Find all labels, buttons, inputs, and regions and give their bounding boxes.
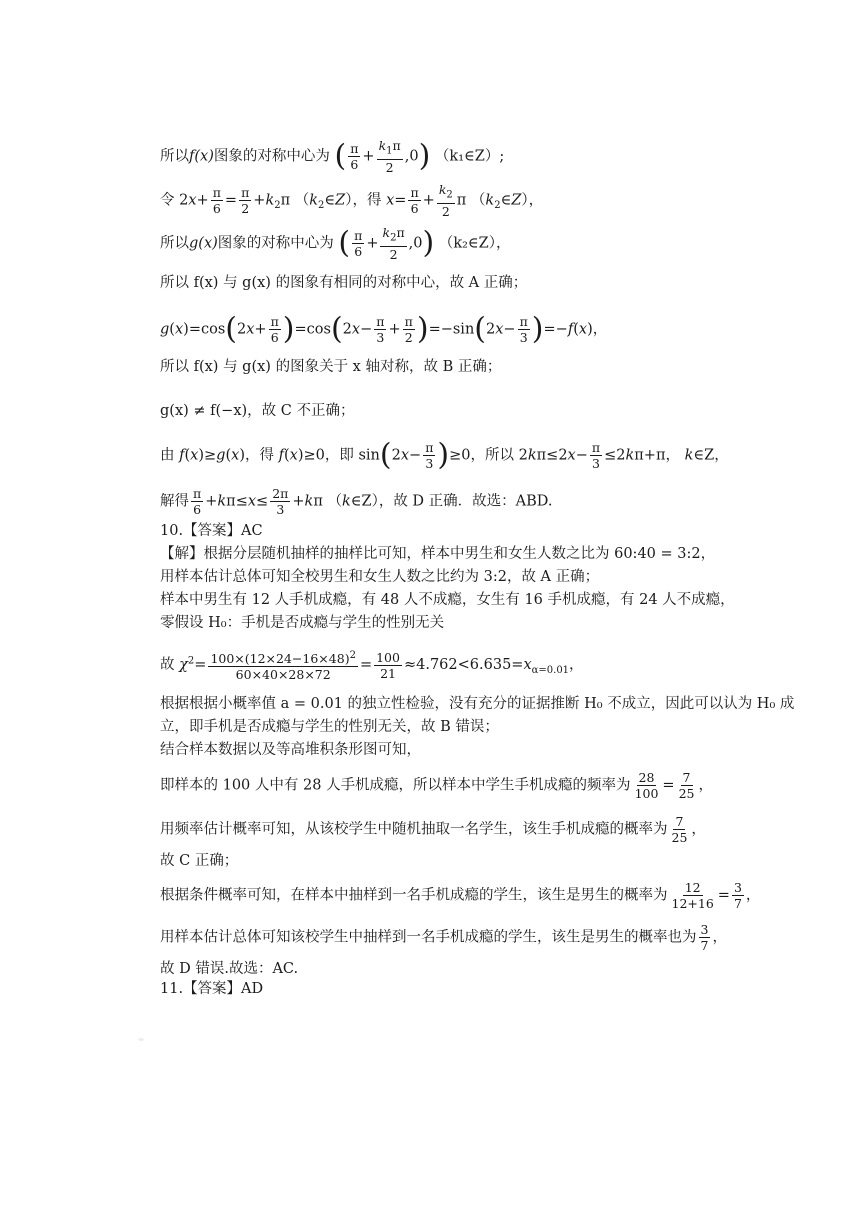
line-ratio: 【解】根据分层随机抽样的抽样比可知，样本中男生和女生人数之比为 60:40 = 3:2， xyxy=(160,546,716,562)
line-same-center: 所以 f(x) 与 g(x) 的图象有相同的对称中心，故 A 正确； xyxy=(160,275,528,291)
line-solution-range: 解得 $\frac{\pi}{6}$ +kπ≤x≤ $\frac{2\pi}{3}$ +kπ （k∈Z），故 D 正确．故选：ABD. xyxy=(160,486,553,517)
math-expr: g(x) xyxy=(189,235,218,252)
line-independence-test: 根据根据小概率值 a = 0.01 的独立性检验，没有充分的证据推断 H₀ 不成立，因此可以认为 H₀ 成 xyxy=(160,696,795,712)
line-estimate-ratio: 用样本估计总体可知全校男生和女生人数之比约为 3:2，故 A 正确； xyxy=(160,569,600,585)
line-estimate-male: 用样本估计总体可知该校学生中抽样到一名手机成瘾的学生，该生是男生的概率也为 $\frac{3}{7}$ ， xyxy=(160,922,727,953)
line-not-even: g(x) ≠ f(−x)，故 C 不正确； xyxy=(160,403,355,419)
line-symmetry-center-f: 所以f(x)图象的对称中心为 ( $\frac{\pi}{6}$ + $\frac{k_1\pi}{2}$ ,0) （k₁∈Z）; xyxy=(160,138,505,175)
line-inequality: 由 f(x)≥g(x)，得 f(x)≥0，即 sin(2x− $\frac{\pi}{3}$ )≥0，所以 2kπ≤2x− $\frac{\pi}{3}$ ≤2kπ+π， k∈Z， xyxy=(160,437,729,473)
line-suffix: （k₁∈Z）; xyxy=(434,148,505,165)
line-bar-chart: 结合样本数据以及等高堆积条形图可知， xyxy=(160,742,421,758)
math-expr: f(x) xyxy=(189,148,214,165)
scan-smudge xyxy=(138,1038,144,1041)
line-text: 图象的对称中心为 xyxy=(213,148,330,165)
line-frequency: 即样本的 100 人中有 28 人手机成瘾，所以样本中学生手机成瘾的频率为 $\frac{28}{100}$ = $\frac{7}{25}$ ， xyxy=(160,770,713,801)
line-conclusion-b: 立，即手机是否成瘾与学生的性别无关，故 B 错误； xyxy=(160,719,499,735)
line-text: 所以 xyxy=(160,235,189,252)
line-chi-square: 故 $\chi^2=$ $\frac{100\times(12\times 24-16\times 48)^2}{60\times 40\times 28\times 72}$ = $\frac{100}{21}$ $\approx 4.762<6.635=x_{\alpha=0.01}$， xyxy=(160,649,584,683)
answer-11-heading: 11.【答案】AD xyxy=(160,981,264,997)
line-symmetry-center-g: 所以g(x)图象的对称中心为 ( $\frac{\pi}{6}$ + $\frac{k_2\pi}{2}$ ,0) （k₂∈Z）， xyxy=(160,225,511,262)
line-conclusion-d: 故 D 错误.故选：AC. xyxy=(160,961,299,977)
line-sample-counts: 样本中男生有 12 人手机成瘾，有 48 人不成瘾，女生有 16 手机成瘾，有 24 人不成瘾， xyxy=(160,592,735,608)
line-text: 图象的对称中心为 xyxy=(217,235,334,252)
line-g-equals: g(x)=cos(2x+ $\frac{\pi}{6}$ )=cos(2x− $\frac{\pi}{3}$ + $\frac{\pi}{2}$ )=−sin(2x− $\frac{\pi}{3}$ )=−f(x)， xyxy=(160,311,608,347)
line-probability: 用频率估计概率可知，从该校学生中随机抽取一名学生，该生手机成瘾的概率为 $\frac{7}{25}$ ， xyxy=(160,814,706,845)
line-conclusion-c: 故 C 正确； xyxy=(160,853,239,869)
line-solve-x: 令 2x+ $\frac{\pi}{6}$ = $\frac{\pi}{2}$ $+k_2\pi$ $(k_2\in Z)$，得 x= $\frac{\pi}{6}$ + $\frac{k_2}{2}$ π $(k_2\in Z)$， xyxy=(160,182,544,219)
line-x-axis-symmetric: 所以 f(x) 与 g(x) 的图象关于 x 轴对称，故 B 正确； xyxy=(160,359,502,375)
line-conditional-probability: 根据条件概率可知，在样本中抽样到一名手机成瘾的学生，该生是男生的概率为 $\frac{12}{12+16}$ = $\frac{3}{7}$ ， xyxy=(160,880,761,911)
line-suffix: （k₂∈Z）， xyxy=(438,235,511,252)
line-null-hypothesis: 零假设 H₀：手机是否成瘾与学生的性别无关 xyxy=(160,615,445,631)
answer-10-heading: 10.【答案】AC xyxy=(160,523,263,539)
line-text: 所以 xyxy=(160,148,189,165)
